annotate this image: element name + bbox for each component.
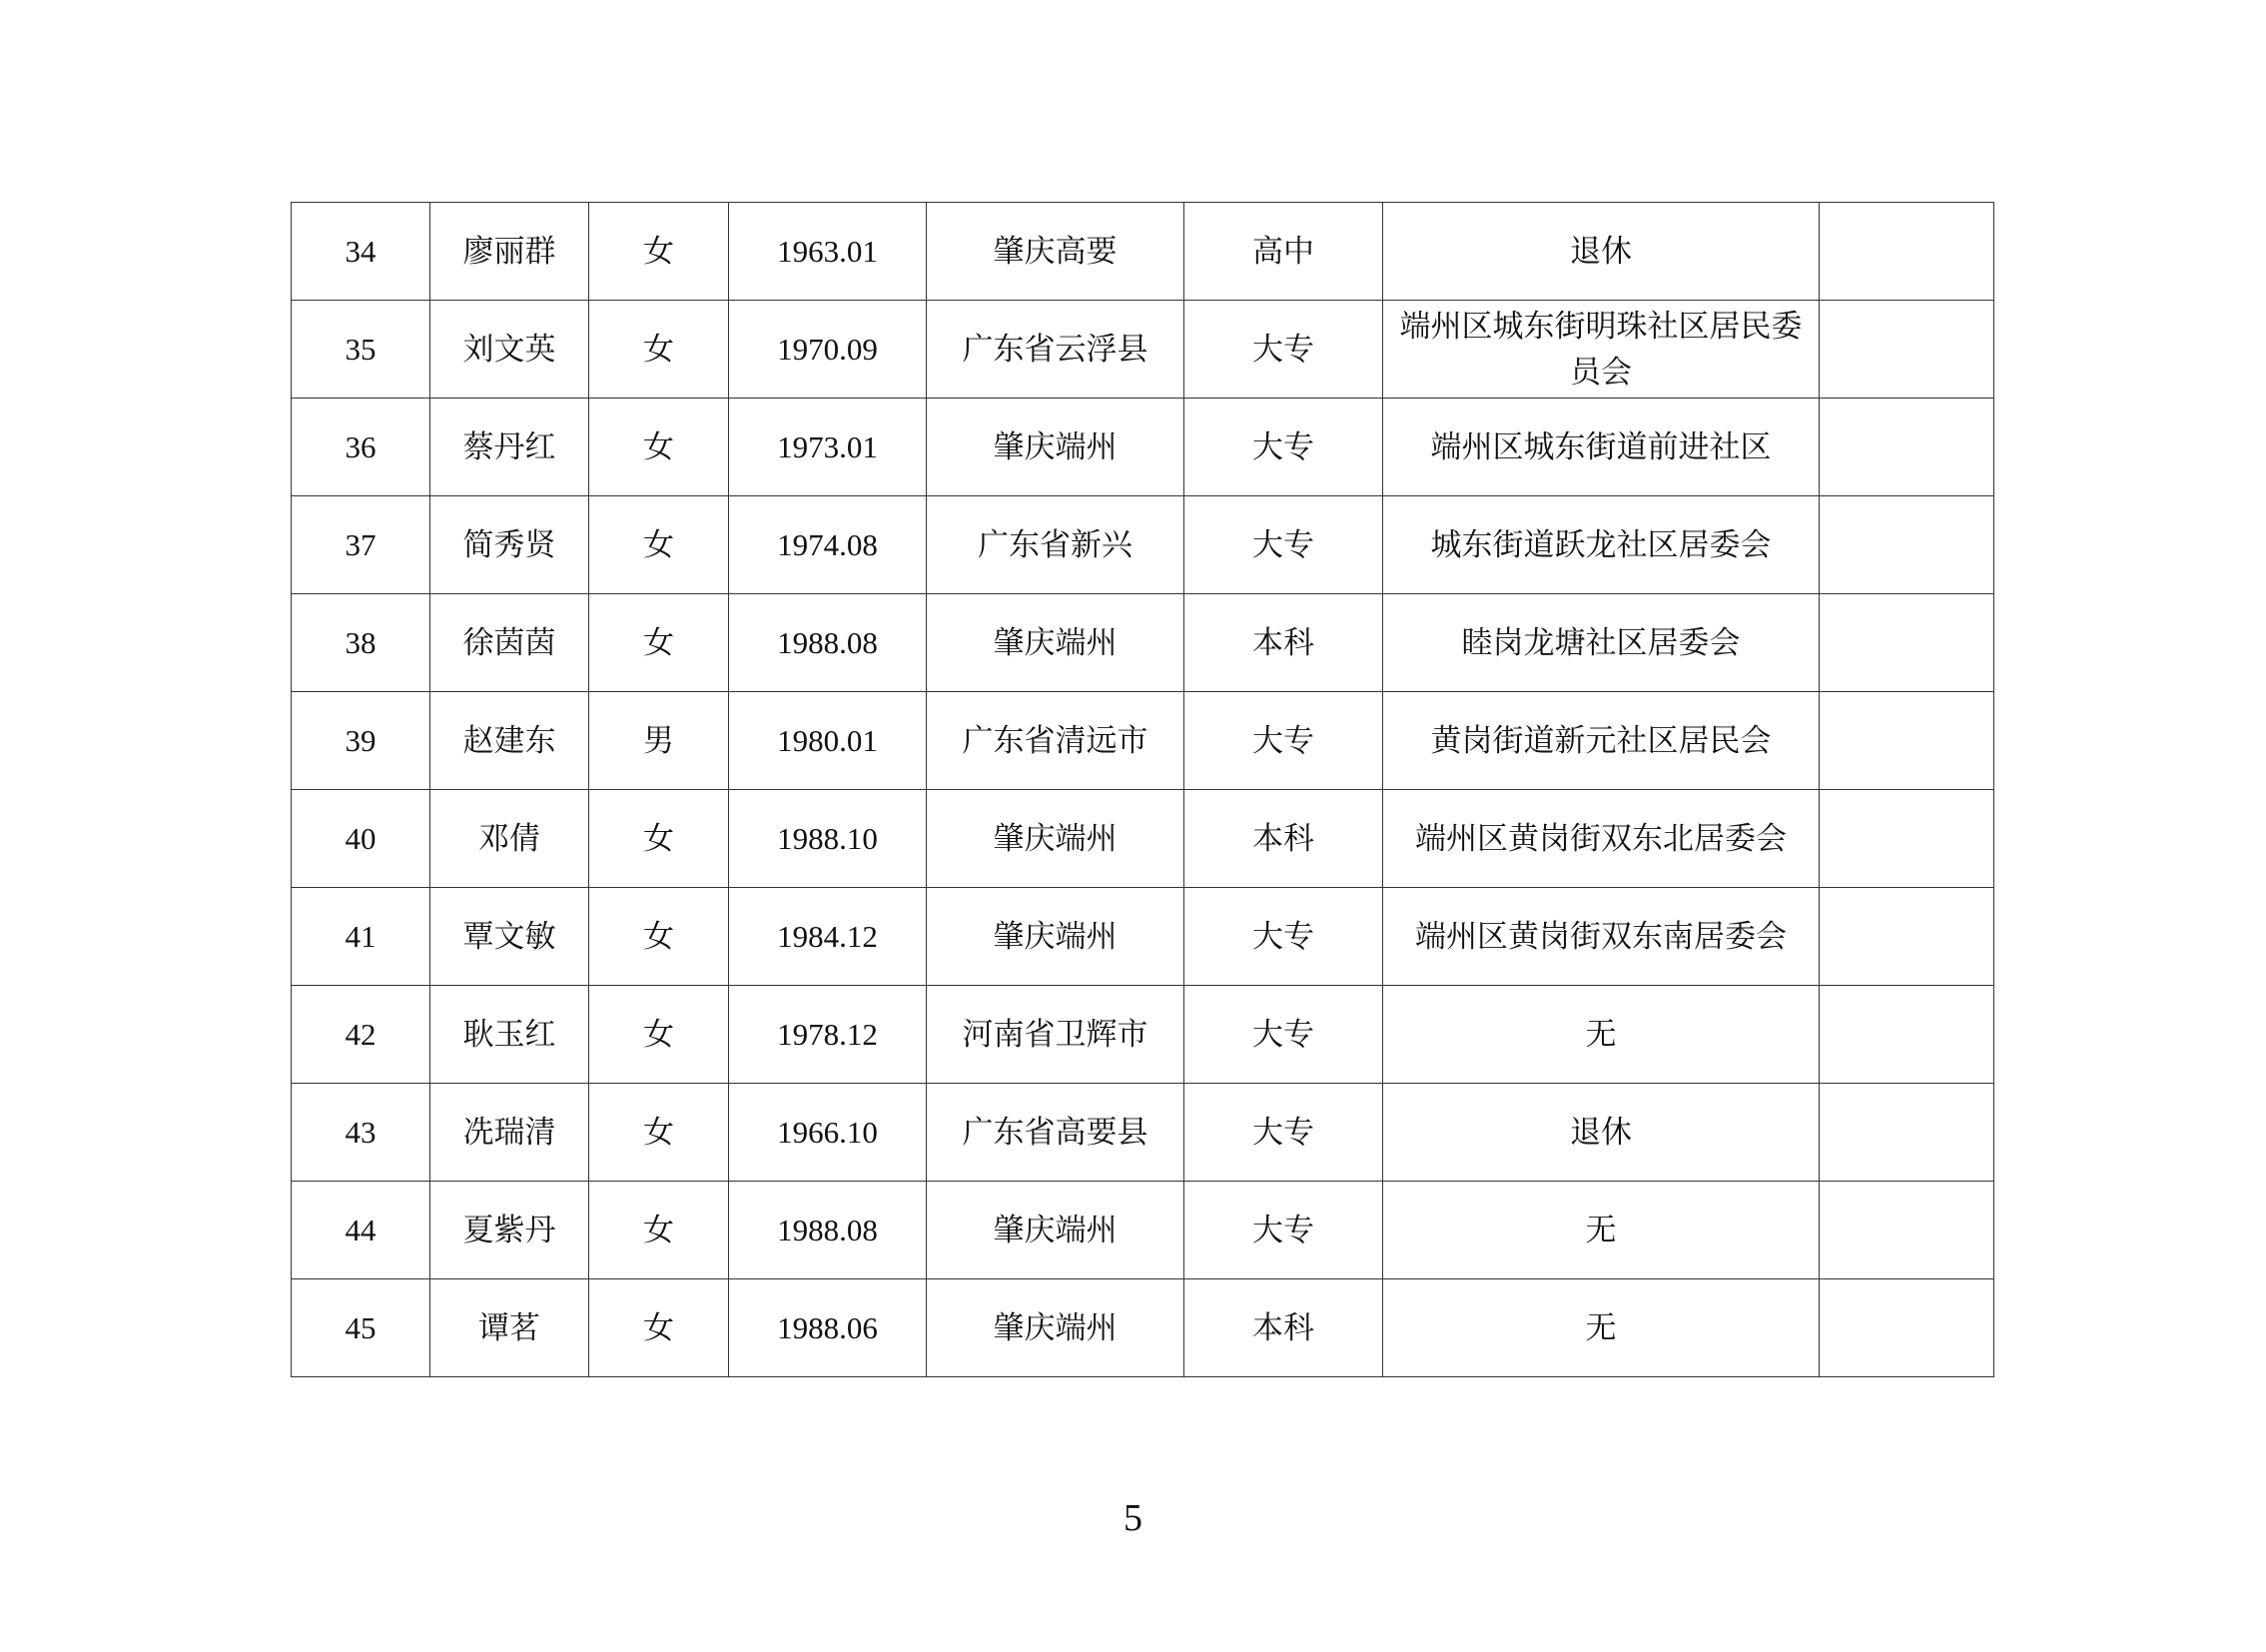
cell-number: 36 <box>292 399 430 496</box>
cell-note <box>1820 692 1994 790</box>
cell-note <box>1820 1279 1994 1377</box>
cell-gender: 女 <box>589 496 729 594</box>
cell-name: 赵建东 <box>430 692 589 790</box>
cell-name: 覃文敏 <box>430 888 589 986</box>
cell-birth-date: 1963.01 <box>729 203 927 301</box>
cell-birth-date: 1980.01 <box>729 692 927 790</box>
cell-note <box>1820 1084 1994 1182</box>
cell-note <box>1820 594 1994 692</box>
table-row <box>292 399 1994 496</box>
cell-gender: 女 <box>589 399 729 496</box>
cell-workplace: 退休 <box>1383 1084 1820 1182</box>
cell-note <box>1820 986 1994 1084</box>
cell-gender: 女 <box>589 1084 729 1182</box>
cell-name: 简秀贤 <box>430 496 589 594</box>
cell-education: 大专 <box>1184 692 1383 790</box>
table-row <box>292 301 1994 399</box>
cell-education: 本科 <box>1184 790 1383 888</box>
page-number: 5 <box>1124 1497 1142 1539</box>
cell-number: 41 <box>292 888 430 986</box>
cell-number: 39 <box>292 692 430 790</box>
cell-birth-date: 1978.12 <box>729 986 927 1084</box>
table-row <box>292 1084 1994 1182</box>
table-row <box>292 594 1994 692</box>
cell-education: 大专 <box>1184 1084 1383 1182</box>
cell-gender: 女 <box>589 888 729 986</box>
cell-note <box>1820 399 1994 496</box>
cell-number: 45 <box>292 1279 430 1377</box>
cell-birth-date: 1970.09 <box>729 301 927 399</box>
cell-name: 夏紫丹 <box>430 1182 589 1279</box>
cell-birth-date: 1984.12 <box>729 888 927 986</box>
cell-name: 谭茗 <box>430 1279 589 1377</box>
cell-education: 大专 <box>1184 986 1383 1084</box>
cell-number: 34 <box>292 203 430 301</box>
cell-number: 35 <box>292 301 430 399</box>
cell-workplace: 黄岗街道新元社区居民会 <box>1383 692 1820 790</box>
roster-body <box>292 203 1994 1377</box>
table-row <box>292 692 1994 790</box>
cell-number: 42 <box>292 986 430 1084</box>
cell-note <box>1820 496 1994 594</box>
cell-education: 大专 <box>1184 399 1383 496</box>
cell-origin: 肇庆端州 <box>927 888 1184 986</box>
table-row <box>292 790 1994 888</box>
cell-origin: 广东省清远市 <box>927 692 1184 790</box>
cell-workplace: 无 <box>1383 986 1820 1084</box>
cell-birth-date: 1988.06 <box>729 1279 927 1377</box>
cell-name: 徐茵茵 <box>430 594 589 692</box>
cell-note <box>1820 203 1994 301</box>
cell-origin: 肇庆端州 <box>927 790 1184 888</box>
cell-name: 刘文英 <box>430 301 589 399</box>
cell-education: 大专 <box>1184 301 1383 399</box>
cell-education: 本科 <box>1184 594 1383 692</box>
table-row <box>292 888 1994 986</box>
table-row <box>292 1279 1994 1377</box>
cell-workplace: 无 <box>1383 1279 1820 1377</box>
cell-workplace: 城东街道跃龙社区居委会 <box>1383 496 1820 594</box>
cell-number: 40 <box>292 790 430 888</box>
cell-workplace: 无 <box>1383 1182 1820 1279</box>
cell-origin: 肇庆端州 <box>927 1182 1184 1279</box>
cell-origin: 广东省高要县 <box>927 1084 1184 1182</box>
cell-workplace: 端州区黄岗街双东南居委会 <box>1383 888 1820 986</box>
cell-education: 高中 <box>1184 203 1383 301</box>
cell-note <box>1820 888 1994 986</box>
cell-gender: 男 <box>589 692 729 790</box>
cell-name: 冼瑞清 <box>430 1084 589 1182</box>
cell-education: 大专 <box>1184 496 1383 594</box>
cell-workplace: 端州区城东街明珠社区居民委员会 <box>1383 301 1820 399</box>
cell-number: 44 <box>292 1182 430 1279</box>
cell-name: 邓倩 <box>430 790 589 888</box>
cell-number: 37 <box>292 496 430 594</box>
cell-birth-date: 1988.08 <box>729 1182 927 1279</box>
cell-birth-date: 1988.10 <box>729 790 927 888</box>
cell-number: 43 <box>292 1084 430 1182</box>
cell-workplace: 端州区黄岗街双东北居委会 <box>1383 790 1820 888</box>
cell-birth-date: 1966.10 <box>729 1084 927 1182</box>
cell-origin: 肇庆端州 <box>927 399 1184 496</box>
cell-education: 大专 <box>1184 888 1383 986</box>
cell-birth-date: 1973.01 <box>729 399 927 496</box>
cell-workplace: 睦岗龙塘社区居委会 <box>1383 594 1820 692</box>
cell-education: 大专 <box>1184 1182 1383 1279</box>
cell-gender: 女 <box>589 1279 729 1377</box>
cell-birth-date: 1974.08 <box>729 496 927 594</box>
cell-gender: 女 <box>589 594 729 692</box>
cell-number: 38 <box>292 594 430 692</box>
roster-table <box>291 202 1994 1377</box>
cell-workplace: 端州区城东街道前进社区 <box>1383 399 1820 496</box>
cell-origin: 肇庆端州 <box>927 594 1184 692</box>
cell-name: 廖丽群 <box>430 203 589 301</box>
cell-education: 本科 <box>1184 1279 1383 1377</box>
cell-name: 耿玉红 <box>430 986 589 1084</box>
table-row <box>292 203 1994 301</box>
cell-origin: 广东省新兴 <box>927 496 1184 594</box>
table-row <box>292 1182 1994 1279</box>
cell-workplace: 退休 <box>1383 203 1820 301</box>
cell-gender: 女 <box>589 790 729 888</box>
cell-note <box>1820 301 1994 399</box>
cell-origin: 肇庆端州 <box>927 1279 1184 1377</box>
cell-note <box>1820 1182 1994 1279</box>
cell-origin: 河南省卫辉市 <box>927 986 1184 1084</box>
cell-gender: 女 <box>589 301 729 399</box>
cell-note <box>1820 790 1994 888</box>
table-row <box>292 496 1994 594</box>
cell-origin: 肇庆高要 <box>927 203 1184 301</box>
cell-gender: 女 <box>589 986 729 1084</box>
cell-birth-date: 1988.08 <box>729 594 927 692</box>
cell-gender: 女 <box>589 1182 729 1279</box>
cell-gender: 女 <box>589 203 729 301</box>
cell-name: 蔡丹红 <box>430 399 589 496</box>
cell-origin: 广东省云浮县 <box>927 301 1184 399</box>
table-row <box>292 986 1994 1084</box>
